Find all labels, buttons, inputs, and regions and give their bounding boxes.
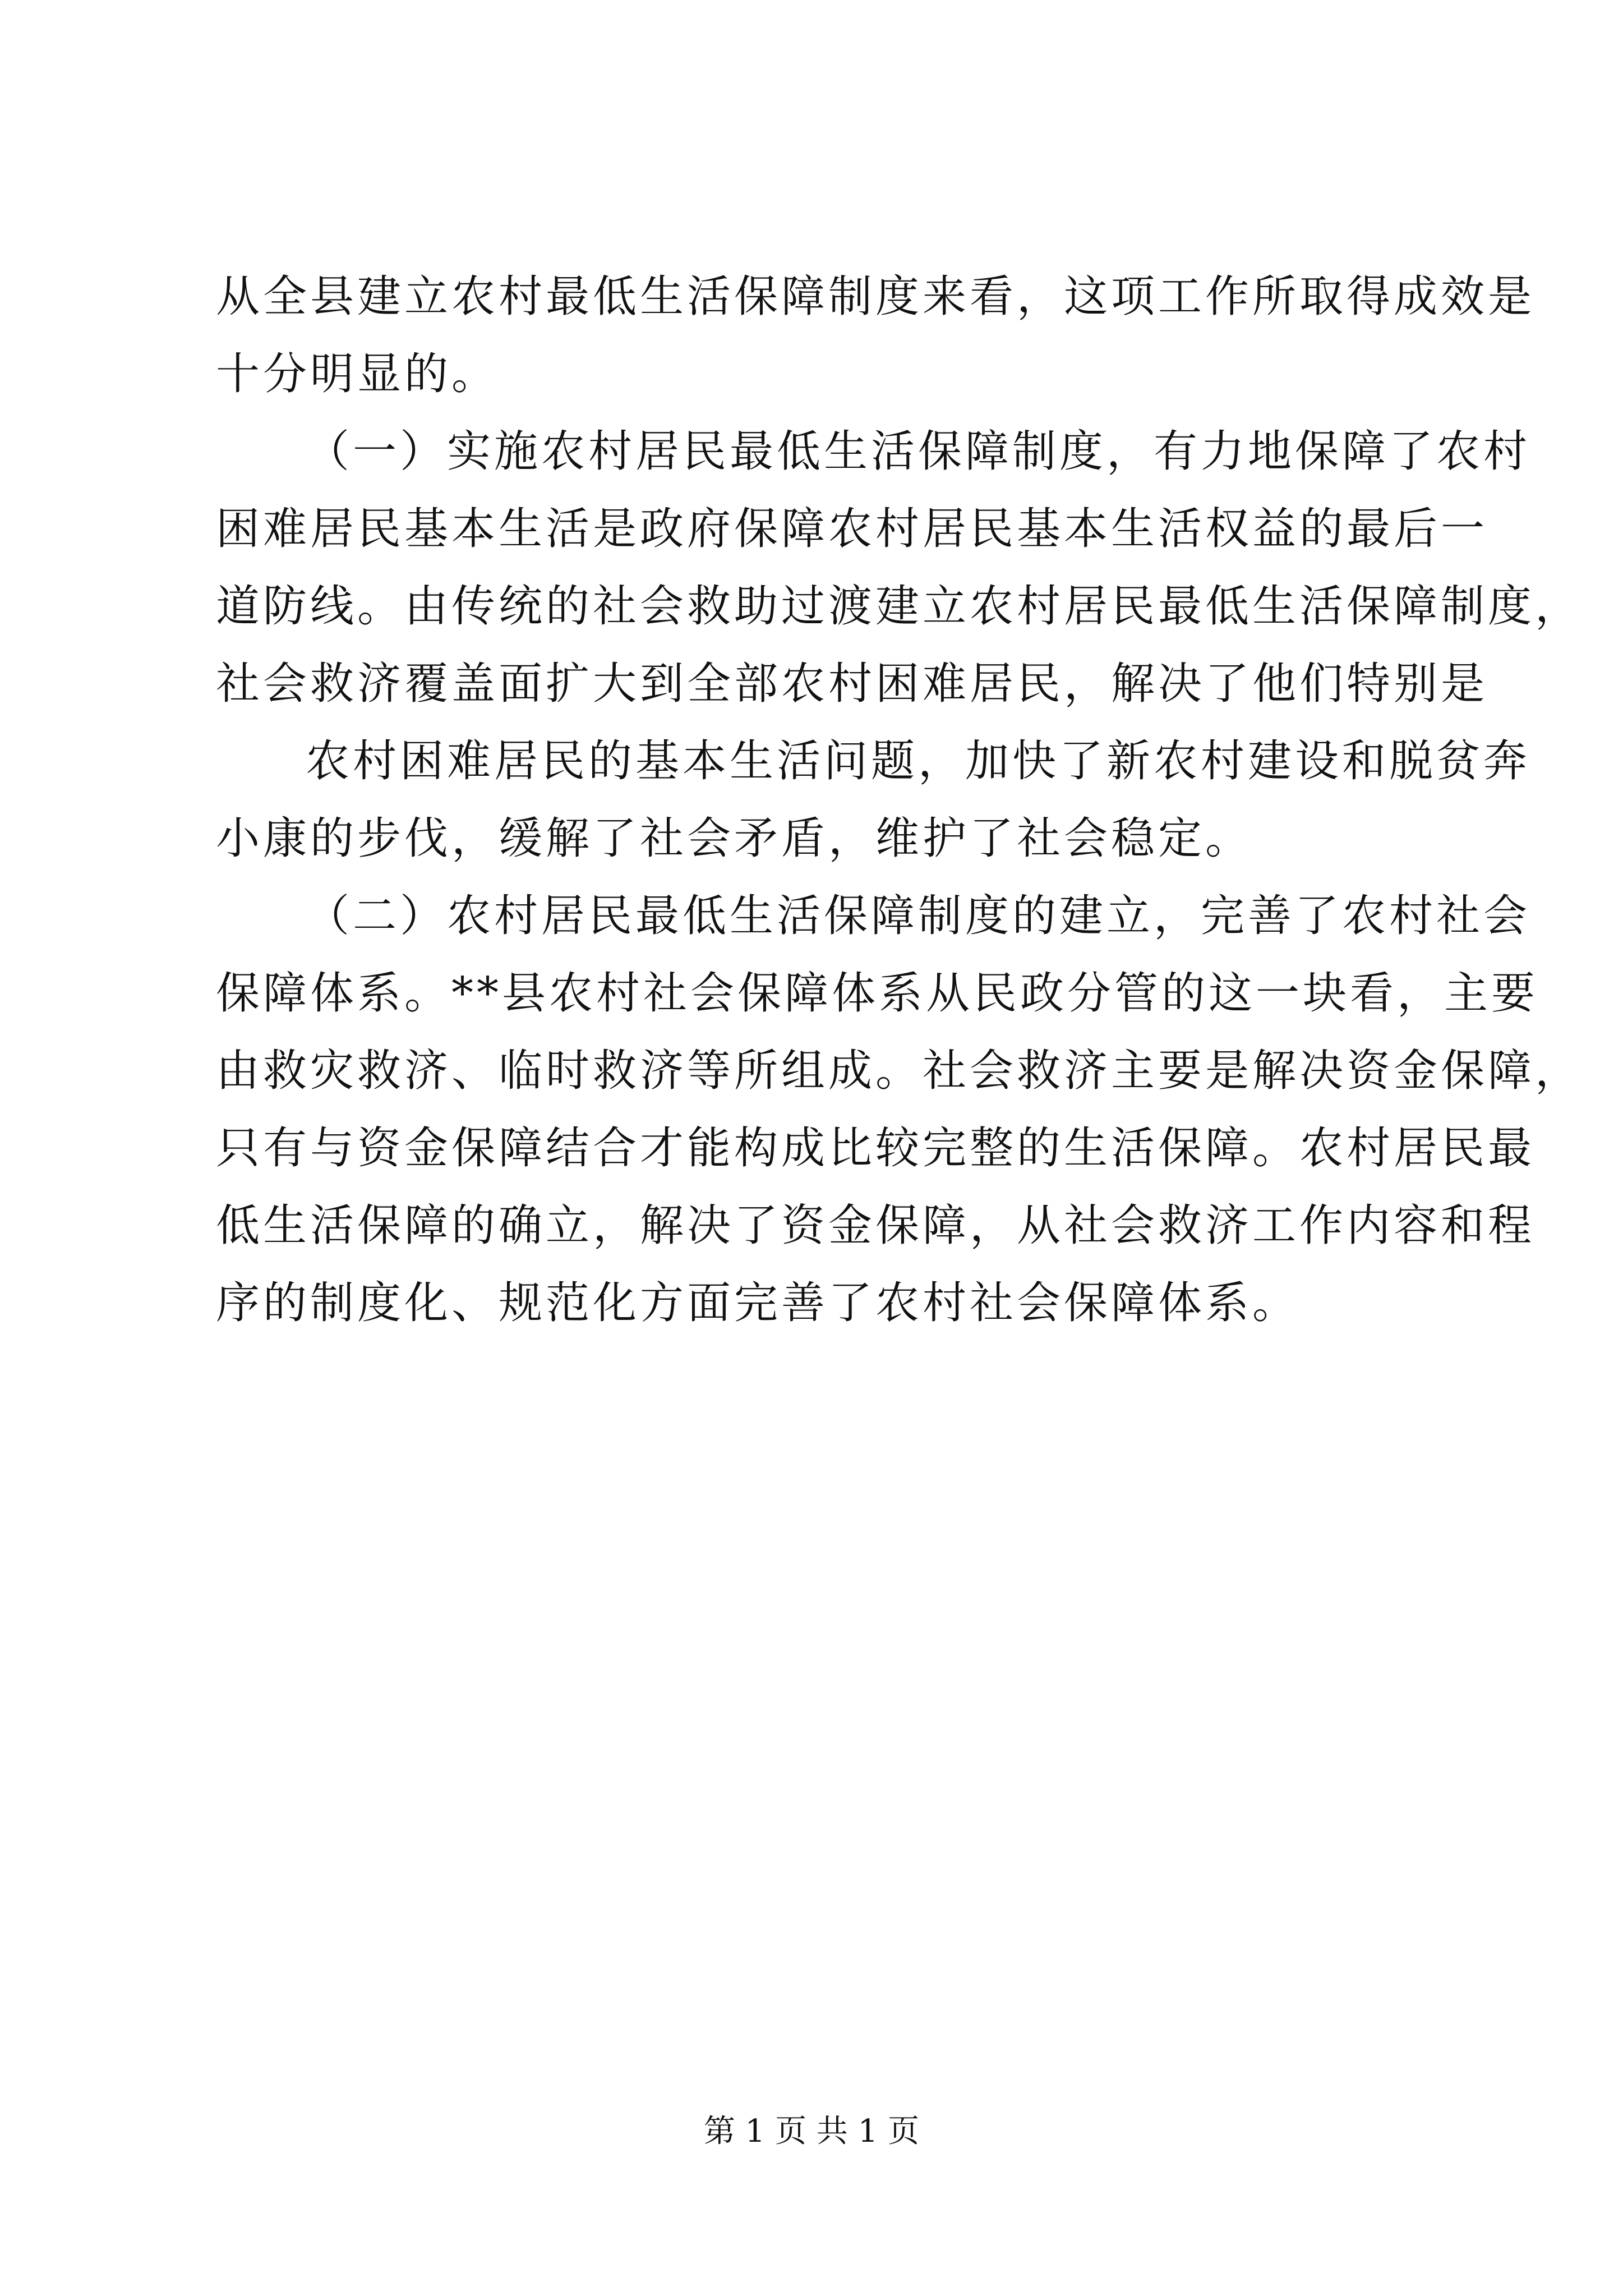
paragraph-2-start: （二）农村居民最低生活保障制度的建立，完善了农村社会 bbox=[306, 891, 1531, 941]
text-line: 小康的步伐，缓解了社会矛盾，维护了社会稳定。 bbox=[216, 813, 1253, 864]
text-line: 序的制度化、规范化方面完善了农村社会保障体系。 bbox=[216, 1278, 1300, 1328]
document-body bbox=[216, 258, 1583, 1342]
text-line: 农村困难居民的基本生活问题，加快了新农村建设和脱贫奔 bbox=[306, 736, 1531, 786]
page-footer: 第 1 页 共 1 页 bbox=[703, 2113, 920, 2150]
paragraph-1-start: （一）实施农村居民最低生活保障制度，有力地保障了农村 bbox=[306, 426, 1531, 477]
text-line: 由救灾救济、临时救济等所组成。社会救济主要是解决资金保障， bbox=[216, 1046, 1583, 1096]
text-line: 道防线。由传统的社会救助过渡建立农村居民最低生活保障制度， bbox=[216, 581, 1583, 632]
text-line: 从全县建立农村最低生活保障制度来看，这项工作所取得成效是 bbox=[216, 272, 1536, 322]
text-line: 低生活保障的确立，解决了资金保障，从社会救济工作内容和程 bbox=[216, 1200, 1536, 1251]
text-line: 困难居民基本生活是政府保障农村居民基本生活权益的最后一 bbox=[216, 504, 1488, 554]
text-line: 社会救济覆盖面扩大到全部农村困难居民，解决了他们特别是 bbox=[216, 659, 1488, 709]
text-line: 十分明显的。 bbox=[216, 349, 499, 399]
text-line: 保障体系。**县农村社会保障体系从民政分管的这一块看，主要 bbox=[216, 968, 1539, 1019]
text-line: 只有与资金保障结合才能构成比较完整的生活保障。农村居民最 bbox=[216, 1123, 1536, 1174]
